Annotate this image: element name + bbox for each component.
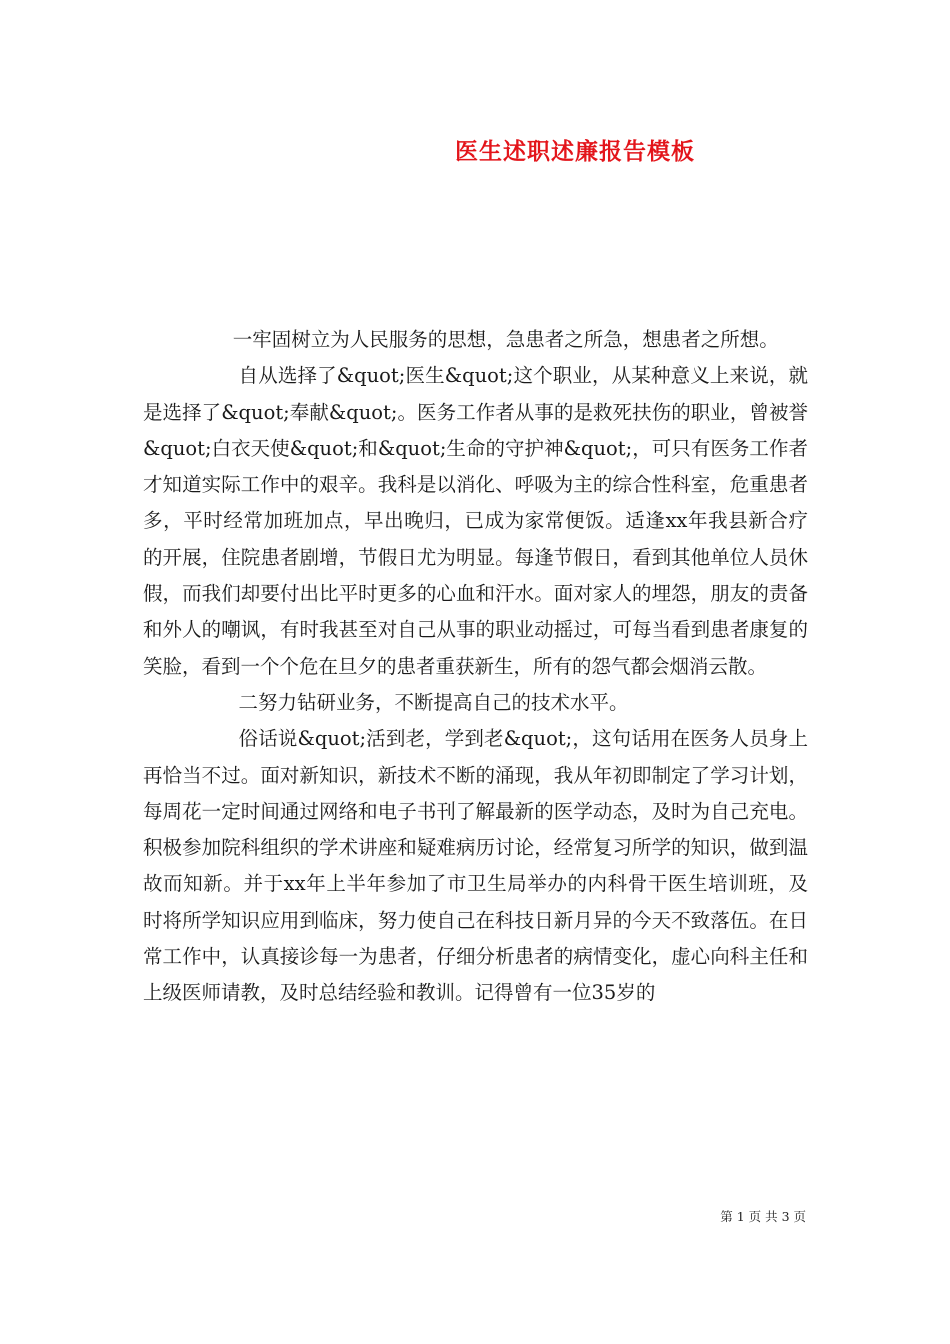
document-body — [143, 322, 808, 1012]
paragraph-4: 俗话说&quot;活到老，学到老&quot;，这句话用在医务人员身上再恰当不过。面对新知识，新技术不断的涌现，我从年初即制定了学习计划，每周花一定时间通过网络和电子书刊了解最新的医学动态，及时为自己充电。积极参加院科组织的学术讲座和疑难病历讨论，经常复习所学的知识，做到温故而知新。并于xx年上半年参加了市卫生局举办的内科骨干医生培训班，及时将所学知识应用到临床，努力使自己在科技日新月异的今天不致落伍。在日常工作中，认真接诊每一为患者，仔细分析患者的病情变化，虚心向科主任和上级医师请教，及时总结经验和教训。记得曾有一位35岁的 — [143, 727, 808, 1005]
paragraph-3: 二努力钻研业务，不断提高自己的技术水平。 — [238, 690, 629, 714]
document-title-text: 医生述职述廉报告模板 — [455, 138, 695, 165]
page-number-footer: 第 1 页 共 3 页 — [720, 1209, 806, 1224]
paragraph-2: 自从选择了&quot;医生&quot;这个职业，从某种意义上来说，就是选择了&quot;奉献&quot;。医务工作者从事的是救死扶伤的职业，曾被誉&quot;白衣天使&quot;和&quot;生命的守护神&quot;，可只有医务工作者才知道实际工作中的艰辛。我科是以消化、呼吸为主的综合性科室，危重患者多，平时经常加班加点，早出晚归，已成为家常便饭。适逢xx年我县新合疗的开展，住院患者剧增，节假日尤为明显。每逢节假日，看到其他单位人员休假，而我们却要付出比平时更多的心血和汗水。面对家人的埋怨，朋友的责备和外人的嘲讽，有时我甚至对自己从事的职业动摇过，可每当看到患者康复的笑脸，看到一个个危在旦夕的患者重获新生，所有的怨气都会烟消云散。 — [143, 364, 808, 678]
document-title — [0, 133, 950, 166]
paragraph-1: 一牢固树立为人民服务的思想，急患者之所急，想患者之所想。 — [232, 328, 779, 351]
